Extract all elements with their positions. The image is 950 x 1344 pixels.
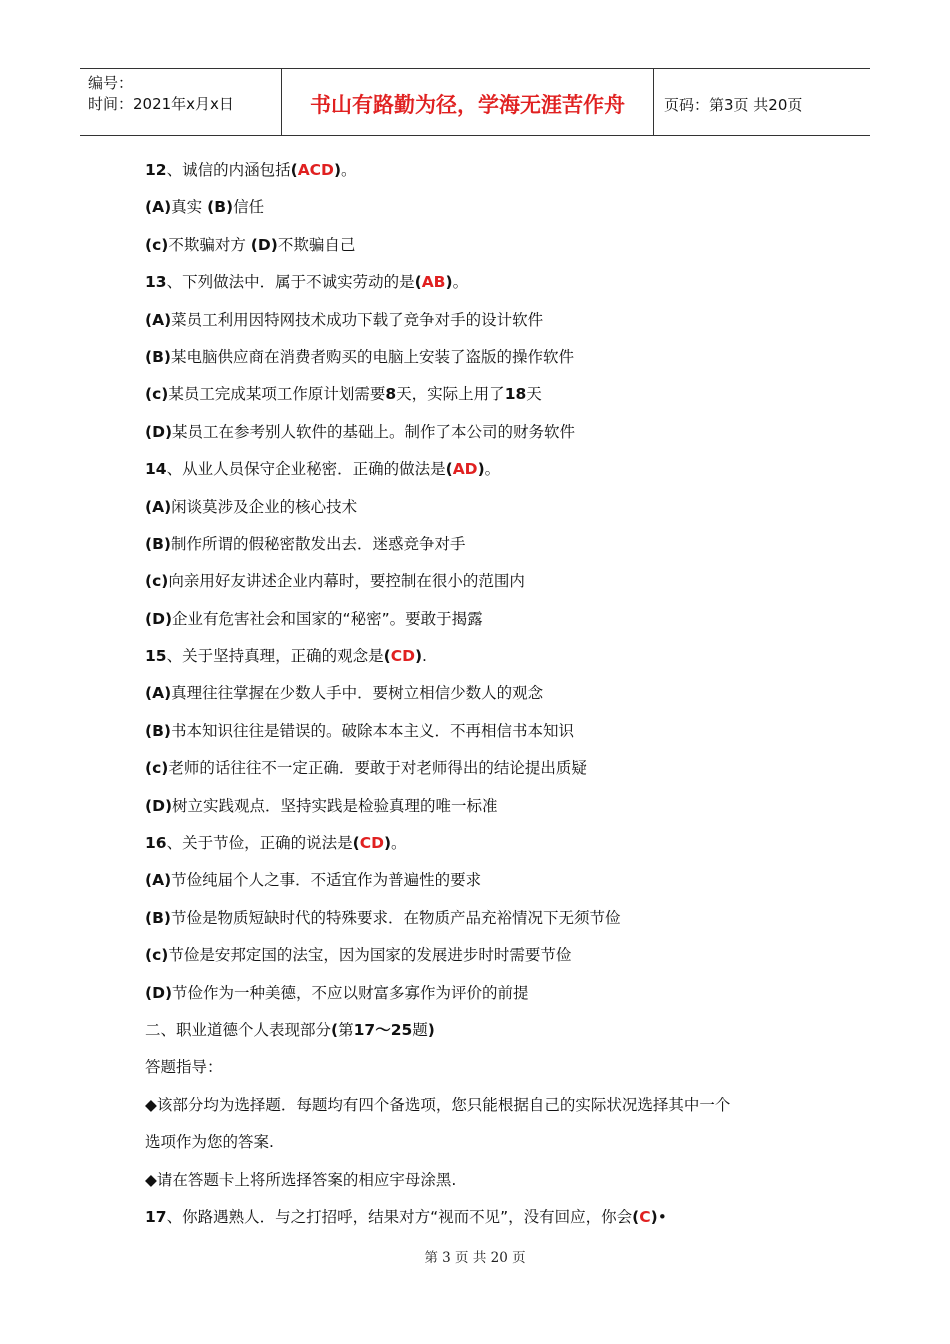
- paren: ): [477, 460, 485, 479]
- section-text: 题: [412, 1020, 428, 1039]
- punct: 。: [341, 161, 357, 179]
- option-text: 节俭是安邦定国的法宝，因为国家的发展进步时时需要节俭: [168, 946, 572, 965]
- paren: (: [414, 273, 422, 292]
- option-letter: (D): [145, 609, 173, 628]
- paren: ): [427, 1020, 435, 1039]
- paren: ): [333, 161, 342, 179]
- bold-number: 18: [504, 385, 527, 404]
- option-line: [145, 489, 845, 526]
- option-line: [145, 601, 845, 638]
- answer: CD: [359, 834, 384, 853]
- option-line: [145, 713, 845, 750]
- page-info: 页码：第3页 共20页: [664, 95, 803, 114]
- option-line: [145, 900, 845, 937]
- question-text: 、关于节俭，正确的说法是: [166, 834, 353, 853]
- question-number: 14: [145, 460, 167, 479]
- instruction-text: ◆请在答题卡上将所选择答案的相应宇母涂黑.: [145, 1170, 457, 1189]
- option-letter: (A): [145, 198, 172, 217]
- option-line: [145, 302, 845, 339]
- option-line: [145, 975, 845, 1012]
- question-text: 、从业人员保守企业秘密．正确的做法是: [166, 460, 446, 479]
- question-line: [145, 638, 845, 675]
- question-range: 17～25: [353, 1020, 413, 1039]
- option-text: 节俭纯届个人之事．不适宜作为普遍性的要求: [171, 871, 482, 890]
- option-letter: (A): [145, 497, 172, 516]
- option-letter: (D): [145, 422, 173, 441]
- punct: 。: [484, 460, 501, 479]
- punct: 。: [391, 834, 407, 853]
- paren: (: [632, 1207, 640, 1226]
- option-line: [145, 414, 845, 451]
- option-line: [145, 937, 845, 974]
- punct: 。: [452, 273, 469, 292]
- option-text: 天: [526, 385, 542, 404]
- question-number: 16: [145, 834, 167, 853]
- paren: ): [414, 647, 423, 666]
- option-text: 某电脑供应商在消费者购买的电脑上安装了盗版的操作软件: [170, 347, 574, 366]
- option-letter: (A): [145, 310, 172, 329]
- option-text: 不欺骗自己: [277, 235, 356, 254]
- header-right-cell: [654, 69, 870, 135]
- question-text: 、关于坚持真理，正确的观念是: [166, 647, 384, 666]
- option-line: [145, 376, 845, 413]
- answer: C: [639, 1207, 651, 1226]
- option-letter: (D): [145, 796, 173, 815]
- page-footer: 第 3 页 共 20 页: [424, 1250, 526, 1266]
- option-text: 向亲用好友讲述企业内幕时，要控制在很小的范围内: [168, 572, 525, 591]
- paren: (: [445, 460, 453, 479]
- paren: (: [383, 647, 391, 666]
- question-number: 15: [145, 647, 167, 666]
- option-letter: (B): [207, 198, 234, 217]
- option-text: 闲谈莫涉及企业的核心技术: [171, 497, 358, 516]
- paren: ): [650, 1207, 658, 1226]
- answer: AB: [421, 273, 446, 292]
- instruction-text: 选项作为您的答案.: [145, 1133, 274, 1152]
- page-header: [80, 68, 870, 136]
- instruction-line: [145, 1162, 845, 1199]
- answer: AD: [452, 460, 478, 479]
- question-line: [145, 152, 845, 189]
- option-letter: (B): [145, 347, 171, 366]
- option-text: 节俭作为一种美德，不应以财富多寡作为评价的前提: [172, 983, 529, 1002]
- section-title: 二、职业道德个人表现部分: [145, 1020, 332, 1039]
- option-letter: (A): [145, 871, 172, 890]
- option-text: 树立实践观点．坚持实践是检验真理的唯一标准: [172, 796, 498, 815]
- section-heading: [145, 1012, 845, 1049]
- header-left-cell: [80, 69, 282, 135]
- option-letter: (B): [145, 534, 171, 553]
- instruction-line: [145, 1087, 845, 1124]
- option-text: 信任: [233, 198, 265, 217]
- section-text: 第: [338, 1020, 354, 1039]
- date-label: 时间：2021年x月x日: [88, 95, 234, 113]
- option-letter: (c): [145, 946, 169, 965]
- option-text: 老师的话往往不一定正确．要敢于对老师得出的结论提出质疑: [168, 759, 587, 778]
- question-line: [145, 825, 845, 862]
- option-line: [145, 862, 845, 899]
- option-letter: (c): [145, 235, 169, 254]
- paren: (: [352, 834, 360, 853]
- option-letter: (D): [145, 983, 173, 1002]
- punct: •: [657, 1207, 667, 1226]
- option-letter: (c): [145, 385, 169, 404]
- question-number: 12: [145, 161, 167, 179]
- question-text: 、下列做法中．属于不诚实劳动的是: [166, 273, 415, 292]
- question-line: [145, 1199, 845, 1236]
- answer: CD: [390, 647, 415, 666]
- option-line: [145, 563, 845, 600]
- option-text: 企业有危害社会和国家的“秘密”。要敢于揭露: [172, 609, 483, 628]
- option-text: 制作所谓的假秘密散发出去．迷惑竞争对手: [170, 534, 466, 553]
- question-text: 、诚信的内涵包括: [166, 161, 291, 179]
- option-letter: (B): [145, 721, 171, 740]
- instruction-line: [145, 1124, 845, 1161]
- motto: 书山有路勤为径，学海无涯苦作舟: [310, 92, 625, 117]
- document-body: [145, 152, 845, 1236]
- instruction-heading: [145, 1049, 845, 1086]
- instruction-text: 答题指导：: [145, 1058, 223, 1077]
- question-line: [145, 264, 845, 301]
- option-text: 某员工在参考别人软件的基础上。制作了本公司的财务软件: [172, 422, 576, 441]
- option-line: [145, 788, 845, 825]
- paren: (: [290, 161, 298, 179]
- option-line: [145, 750, 845, 787]
- question-number: 17: [145, 1207, 167, 1226]
- paren: ): [445, 273, 453, 292]
- option-line: [145, 526, 845, 563]
- paren: (: [331, 1020, 339, 1039]
- option-text: 真理往往掌握在少数人手中．要树立相信少数人的观念: [171, 684, 544, 703]
- option-text: 天，实际上用了: [396, 385, 505, 404]
- option-text: 不欺骗对方: [168, 235, 251, 254]
- option-letter: (B): [145, 908, 171, 927]
- option-text: 真实: [171, 198, 208, 217]
- option-line: [145, 227, 845, 264]
- option-line: [145, 189, 845, 226]
- paren: ): [383, 834, 392, 853]
- question-text: 、你路遇熟人．与之打招呼，结果对方“视而不见”，没有回应，你会: [166, 1207, 633, 1226]
- option-line: [145, 339, 845, 376]
- header-motto-cell: [282, 69, 654, 135]
- option-text: 书本知识往往是错误的。破除本本主义．不再相信书本知识: [170, 721, 574, 740]
- option-text: 节俭是物质短缺时代的特殊要求．在物质产品充裕情况下无须节俭: [170, 908, 621, 927]
- option-letter: (c): [145, 759, 169, 778]
- answer: ACD: [297, 161, 334, 179]
- option-text: 某员工完成某项工作原计划需要: [168, 385, 386, 404]
- bold-number: 8: [385, 385, 397, 404]
- serial-label: 编号：: [88, 74, 134, 92]
- question-number: 13: [145, 273, 167, 292]
- option-line: [145, 675, 845, 712]
- option-text: 菜员工利用因特网技术成功下载了竞争对手的设计软件: [171, 310, 544, 329]
- option-letter: (A): [145, 684, 172, 703]
- option-letter: (D): [250, 235, 278, 254]
- instruction-text: ◆该部分均为选择题．每题均有四个备选项，您只能根据自己的实际状况选择其中一个: [145, 1095, 731, 1114]
- option-letter: (c): [145, 572, 169, 591]
- question-line: [145, 451, 845, 488]
- punct: .: [422, 647, 427, 666]
